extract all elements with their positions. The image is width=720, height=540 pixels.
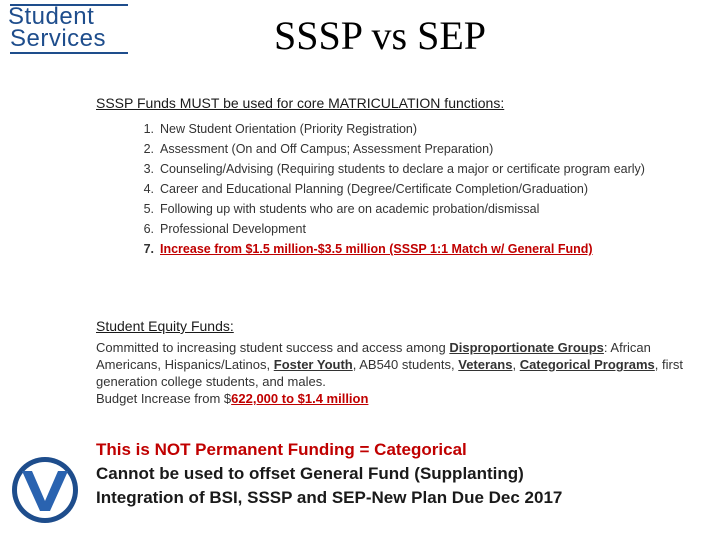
page-title: SSSP vs SEP [274, 13, 486, 58]
list-item: 5. Following up with students who are on academic probation/dismissal [143, 202, 540, 216]
warning-line-1: This is NOT Permanent Funding = Categorical [96, 440, 467, 459]
equity-section [96, 318, 696, 407]
list-item: 1. New Student Orientation (Priority Registration) [143, 122, 418, 136]
warning-line-2: Cannot be used to offset General Fund (Supplanting) [96, 464, 524, 483]
list-item: 3. Counseling/Advising (Requiring students to declare a major or certificate program early) [143, 162, 645, 176]
v-logo-icon [10, 455, 80, 525]
sssp-section [96, 95, 696, 261]
warning-block [96, 438, 696, 510]
list-item: 4. Career and Educational Planning (Degree/Certificate Completion/Graduation) [143, 182, 589, 196]
equity-budget: Budget Increase from $622,000 to $1.4 million [96, 391, 369, 406]
list-item: 6. Professional Development [143, 222, 306, 236]
list-item: 2. Assessment (On and Off Campus; Assessment Preparation) [143, 142, 494, 156]
sssp-list [96, 121, 696, 257]
logo-line-1: Student [8, 3, 95, 30]
warning-line-3: Integration of BSI, SSSP and SEP-New Plan Due Dec 2017 [96, 488, 563, 507]
equity-heading: Student Equity Funds: [96, 318, 234, 334]
list-item-funding-increase: 7. Increase from $1.5 million-$3.5 million (SSSP 1:1 Match w/ General Fund) [143, 242, 593, 256]
sssp-heading: SSSP Funds MUST be used for core MATRICULATION functions: [96, 95, 505, 111]
logo-line-2: Services [10, 25, 107, 52]
equity-description: Committed to increasing student success and access among Disproportionate Groups: African Americans, Hispanics/Latinos, Foster Youth, AB540 students, Veterans, Categorical Programs, first generation college students, and males. [96, 340, 683, 389]
